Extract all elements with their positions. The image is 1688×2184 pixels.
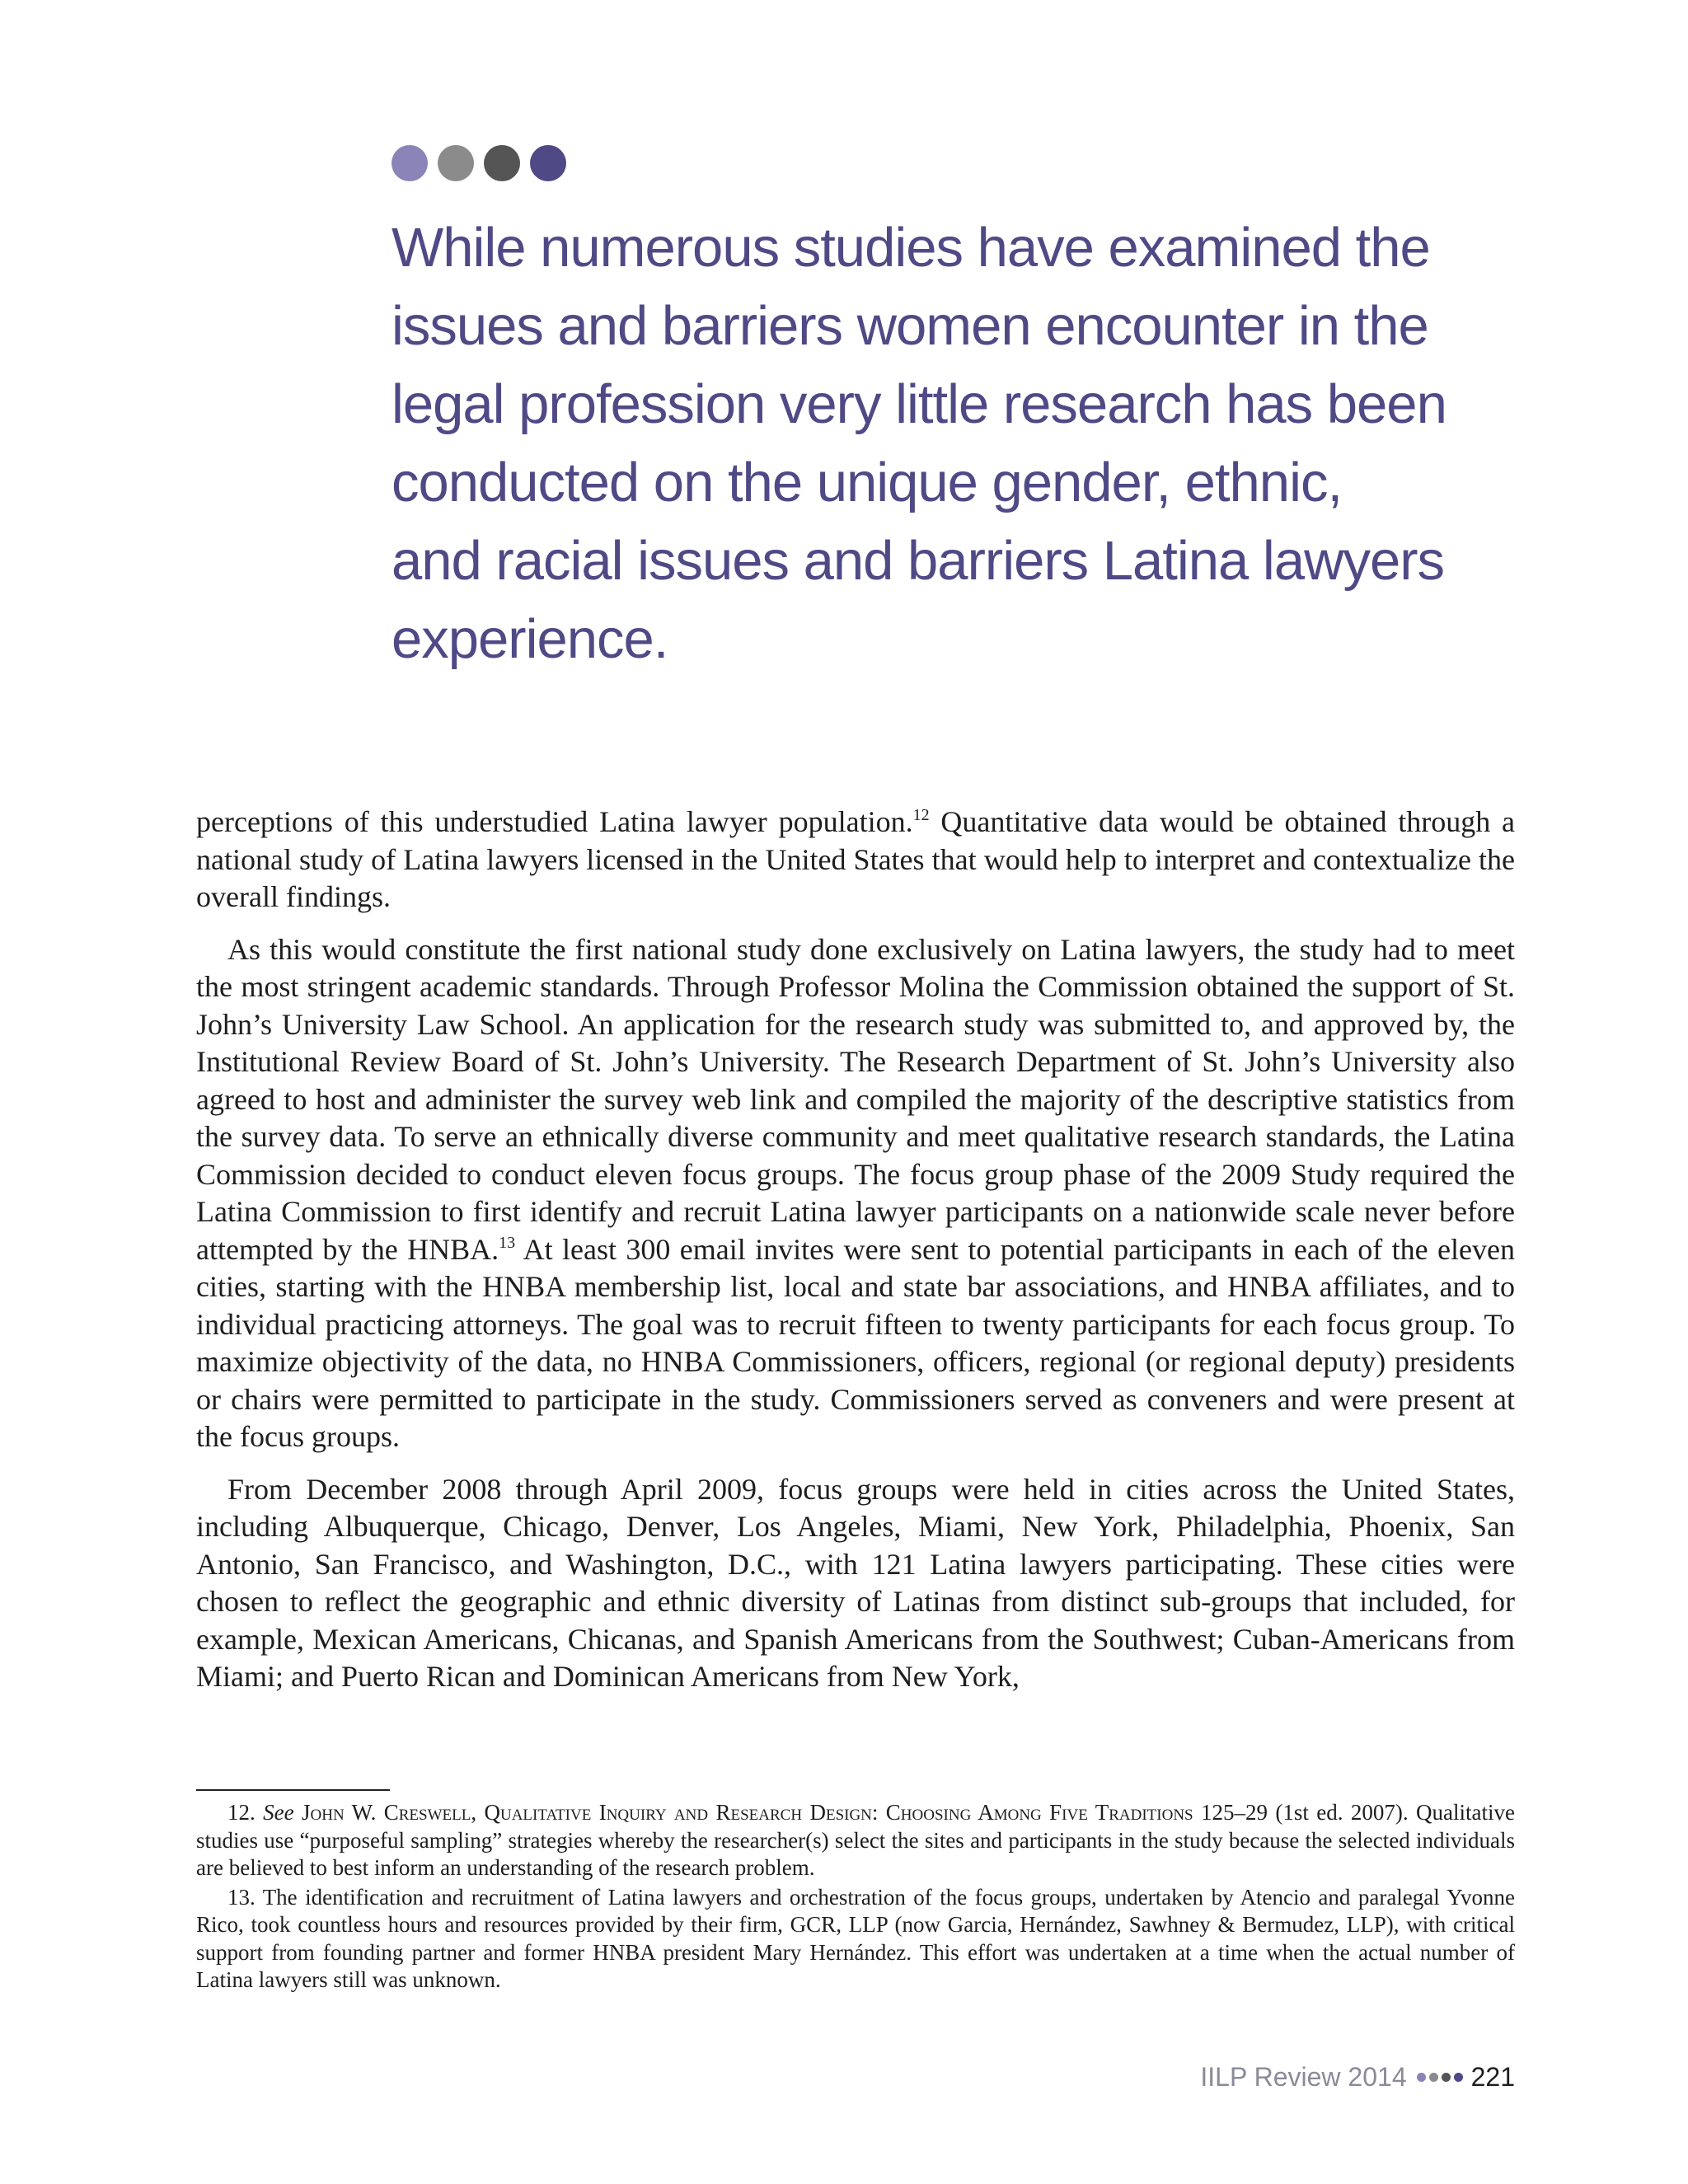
pull-quote-line: legal profession very little research has been (392, 373, 1447, 435)
dot-icon (1417, 2073, 1426, 2082)
dot-icon (484, 145, 520, 181)
body-text (196, 804, 1515, 1711)
paragraph-text: Quantitative data would be obtained through a national study of Latina lawyers licensed in the United States that would help to interpret and contextualize the overall findings. (196, 805, 1516, 913)
dot-icon (438, 145, 474, 181)
footnote-ref[interactable]: 13 (499, 1233, 516, 1252)
paragraph-text: perceptions of this understudied Latina lawyer population. (196, 805, 913, 838)
footnote-number: 12. (227, 1800, 264, 1825)
pull-quote (392, 209, 1455, 678)
paragraph-text: As this would constitute the first national study done exclusively on Latina lawyers, the study had to meet the most stringent academic standards. Through Professor Molina the Commission obtained the support of St. John’s University Law School. An application for the research study was submitted to, and approved by, the Institutional Review Board of St. John’s University. The Research Department of St. John’s University also agreed to host and administer the survey web link and compiled the majority of the descriptive statistics from the survey data. To serve an ethnically diverse community and meet qualitative research standards, the Latina Commission decided to conduct eleven focus groups. The focus group phase of the 2009 Study required the Latina Commission to first identify and recruit Latina lawyer participants on a nationwide scale never before attempted by the HNBA. (196, 932, 1515, 1266)
page-number: 221 (1470, 2062, 1515, 2092)
paragraph (196, 804, 1515, 916)
page-footer (1200, 2060, 1515, 2093)
dot-icon (1454, 2073, 1463, 2082)
paragraph-text: At least 300 email invites were sent to potential participants in each of the eleven cities, starting with the HNBA membership list, local and state bar associations, and HNBA affiliates, and to individual practicing attorneys. The goal was to recruit fifteen to twenty participants for each focus group. To maximize objectivity of the data, no HNBA Commissioners, officers, regional (or regional deputy) presidents or chairs were permitted to participate in the study. Commissioners served as conveners and were present at the focus groups. (196, 1232, 1515, 1453)
decorative-dots (392, 145, 566, 181)
footnote-signal: See (263, 1800, 294, 1825)
pull-quote-line: issues and barriers women encounter in the (392, 295, 1428, 357)
footnotes (196, 1799, 1515, 1996)
footnote-citation: John W. Creswell, Qualitative Inquiry and Research Design: Choosing Among Five Traditions (293, 1800, 1193, 1825)
dot-icon (392, 145, 428, 181)
dot-icon (530, 145, 566, 181)
dot-icon (1442, 2073, 1451, 2082)
footer-dots-icon (1417, 2073, 1463, 2082)
paragraph: From December 2008 through April 2009, focus groups were held in cities across the United States, including Albuquerque, Chicago, Denver, Los Angeles, Miami, New York, Philadelphia, Phoenix, San Antonio, San Francisco, and Washington, D.C., with 121 Latina lawyers participating. These cities were chosen to reflect the geographic and ethnic diversity of Latinas from distinct sub-groups that included, for example, Mexican Americans, Chicanas, and Spanish Americans from the Southwest; Cuban-Americans from Miami; and Puerto Rican and Dominican Americans from New York, (196, 1472, 1515, 1693)
pull-quote-line: and racial issues and barriers Latina lawyers (392, 530, 1445, 592)
footnote-13: 13. The identification and recruitment of Latina lawyers and orchestration of the focus groups, undertaken by Atencio and paralegal Yvonne Rico, took countless hours and resources provided by their firm, GCR, LLP (now Garcia, Hernández, Sawhney & Bermudez, LLP), with critical support from founding partner and former HNBA president Mary Hernández. This effort was undertaken at a time when the actual number of Latina lawyers still was unknown. (196, 1884, 1515, 1992)
footnote-12 (196, 1799, 1515, 1882)
pull-quote-line: experience. (392, 608, 668, 670)
footnote-divider (196, 1789, 390, 1791)
paragraph (196, 931, 1515, 1456)
footnote-text: 125–29 (1st ed. 2007). Qualitative studies use “purposeful sampling” strategies whereby the researcher(s) select the sites and participants in the study because the selected individuals are believed to best inform an understanding of the research problem. (196, 1800, 1516, 1880)
pull-quote-line: While numerous studies have examined the (392, 217, 1430, 279)
dot-icon (1429, 2073, 1438, 2082)
journal-name: IILP Review 2014 (1200, 2062, 1407, 2092)
pull-quote-line: conducted on the unique gender, ethnic, (392, 452, 1343, 513)
footnote-ref[interactable]: 12 (912, 806, 930, 824)
